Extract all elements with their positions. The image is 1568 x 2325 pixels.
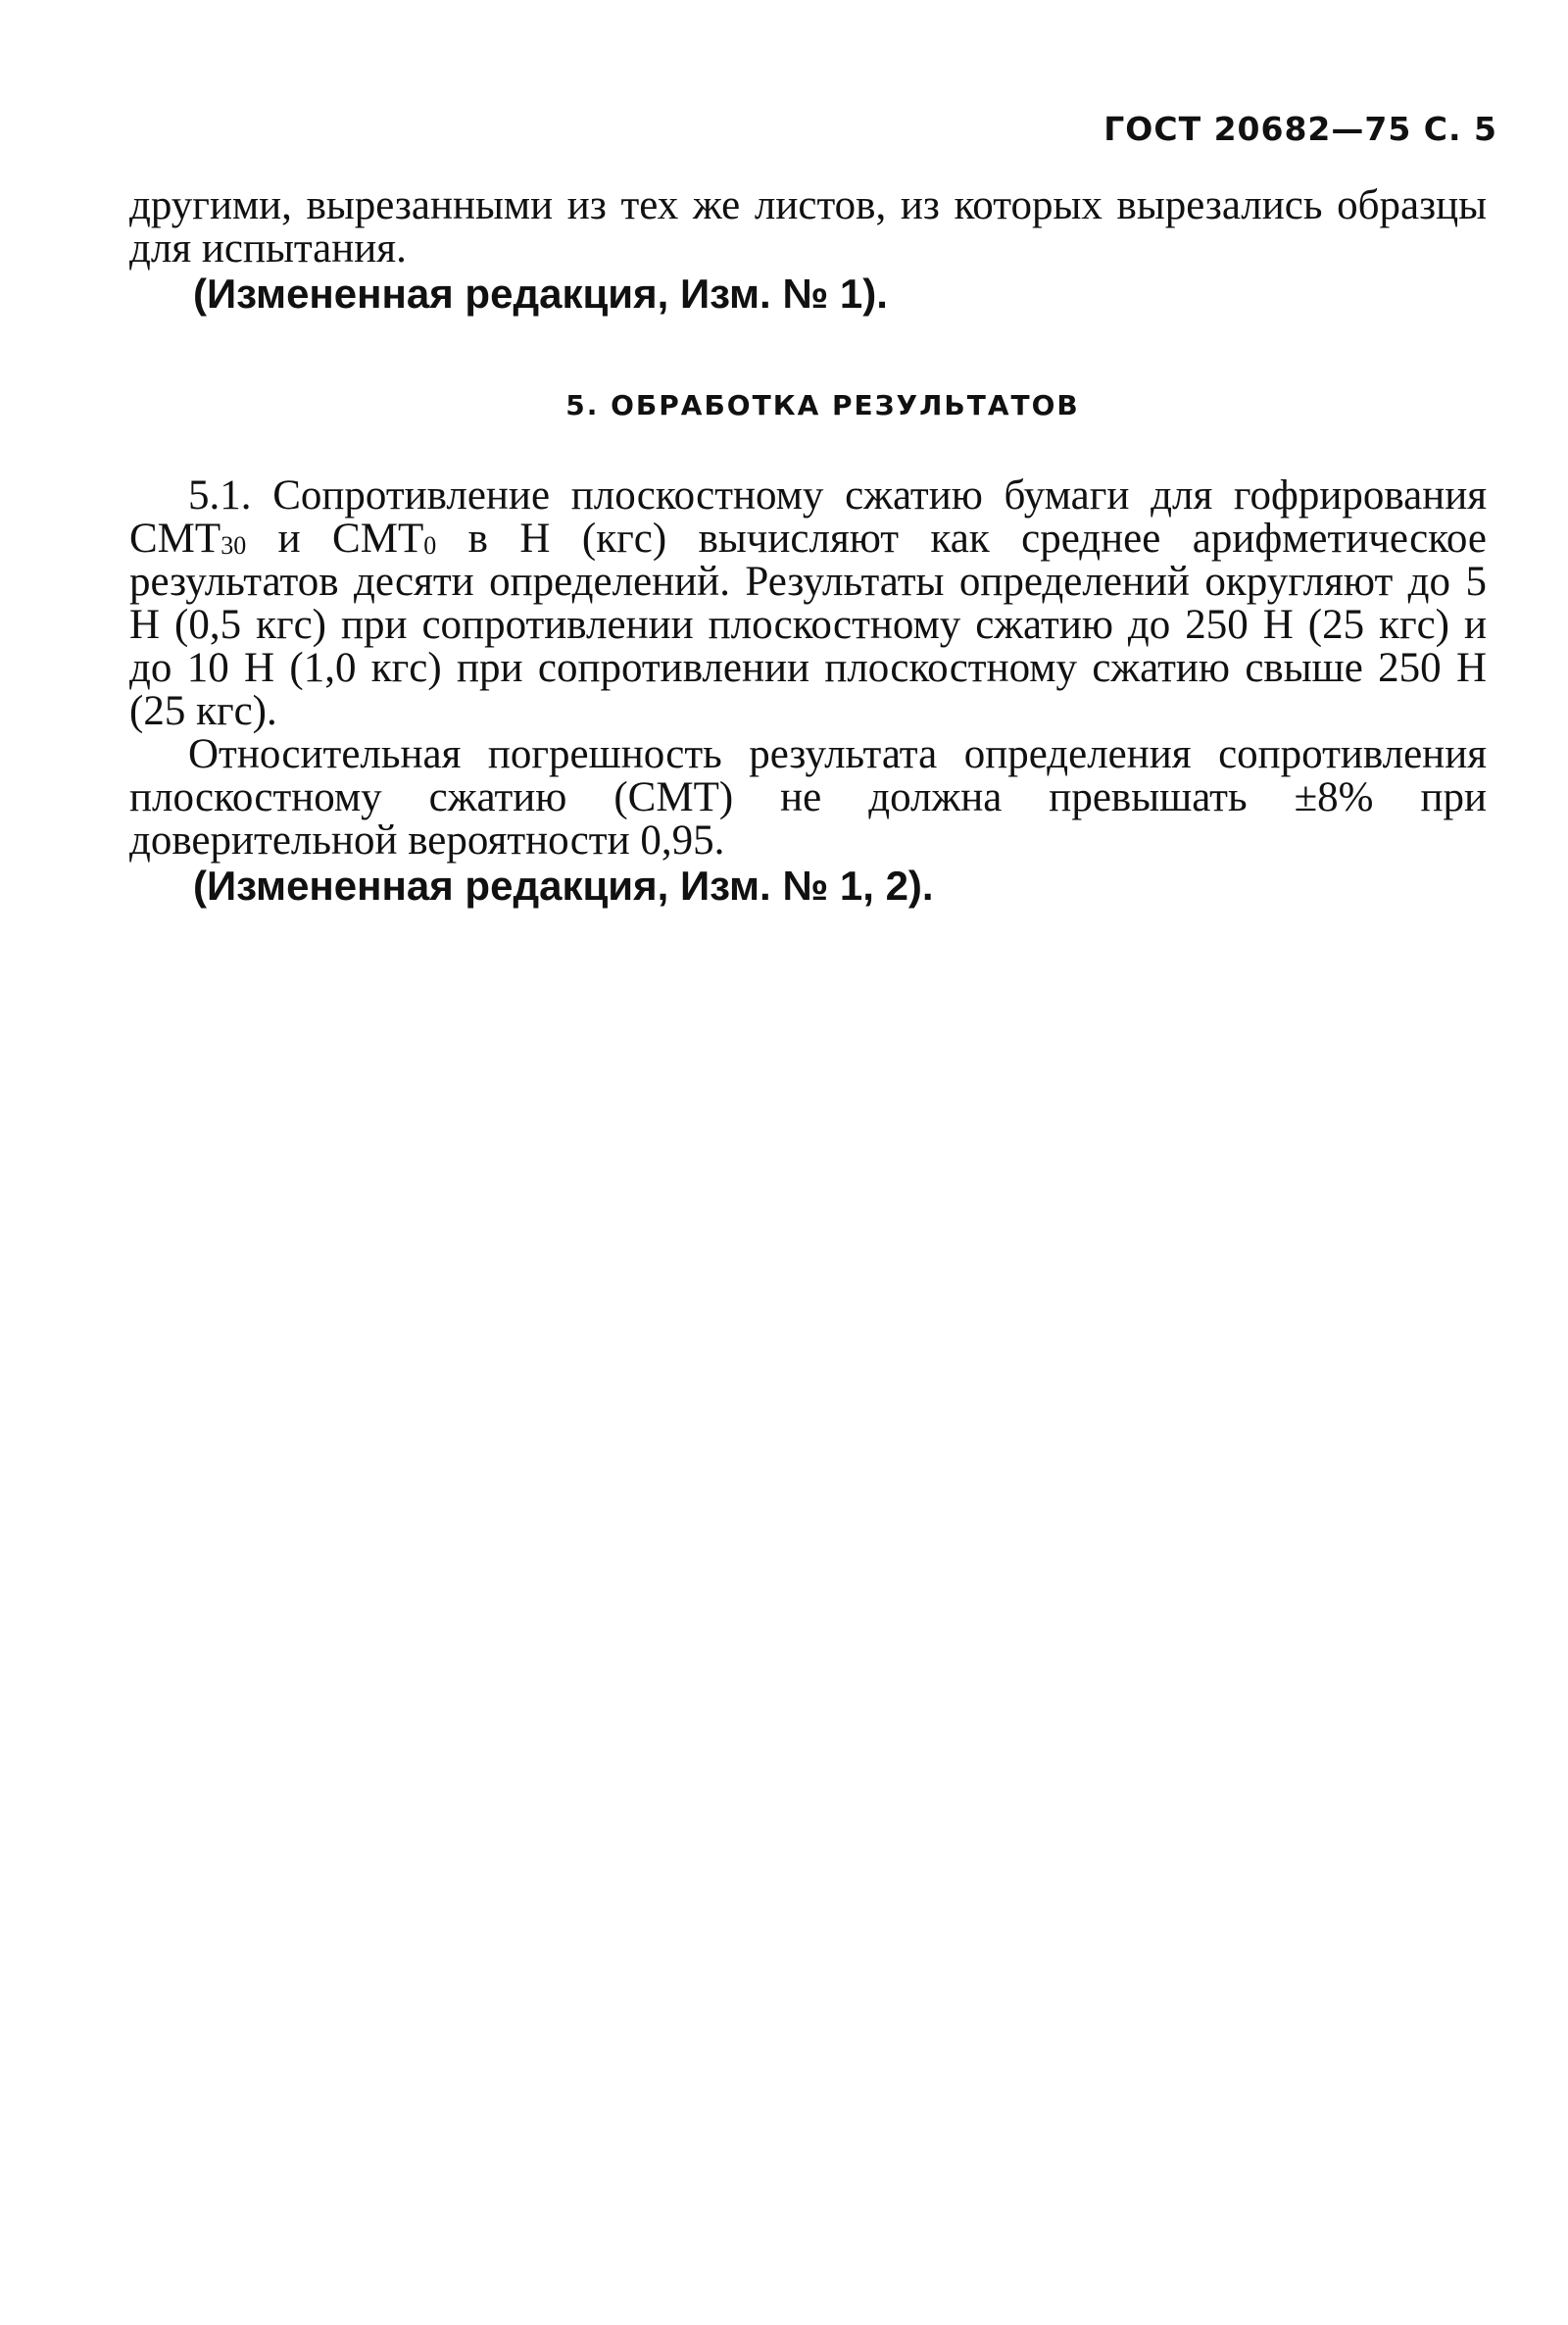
paragraph-5-1-mid: и СМТ: [246, 516, 424, 562]
paragraph-5-1: [129, 474, 1487, 733]
page-content: [129, 184, 1487, 910]
amendment-note-1: (Измененная редакция, Изм. № 1).: [193, 271, 888, 317]
section-title: 5. ОБРАБОТКА РЕЗУЛЬТАТОВ: [565, 389, 1080, 421]
paragraph-5-1-lead: 5.1. Сопротивление плоскостному сжатию бумаги для гофрирования СМТ: [129, 472, 1487, 562]
subscript-0: 0: [423, 531, 437, 560]
subscript-30: 30: [220, 531, 247, 560]
amendment-note-2: (Измененная редакция, Изм. № 1, 2).: [193, 863, 934, 909]
relative-error-paragraph: Относительная погрешность результата определения сопротивления плоскостному сжатию (СМТ) не должна превышать ±8% при доверительной вероятности 0,95.: [129, 731, 1487, 864]
paragraph-5-1-rest: в Н (кгс) вычисляют как среднее арифметическое результатов десяти определений. Результаты определений округляют до 5 Н (0,5 кгс) при сопротивлении плоскостному сжатию до 250 Н (25 кгс) и до 10 Н (1,0 кгс) при сопротивлении плоскостному сжатию свыше 250 Н (25 кгс).: [129, 516, 1487, 734]
running-head: ГОСТ 20682—75 С. 5: [1103, 110, 1497, 148]
continuation-paragraph: другими, вырезанными из тех же листов, из которых вырезались образцы для испытания.: [129, 182, 1487, 272]
